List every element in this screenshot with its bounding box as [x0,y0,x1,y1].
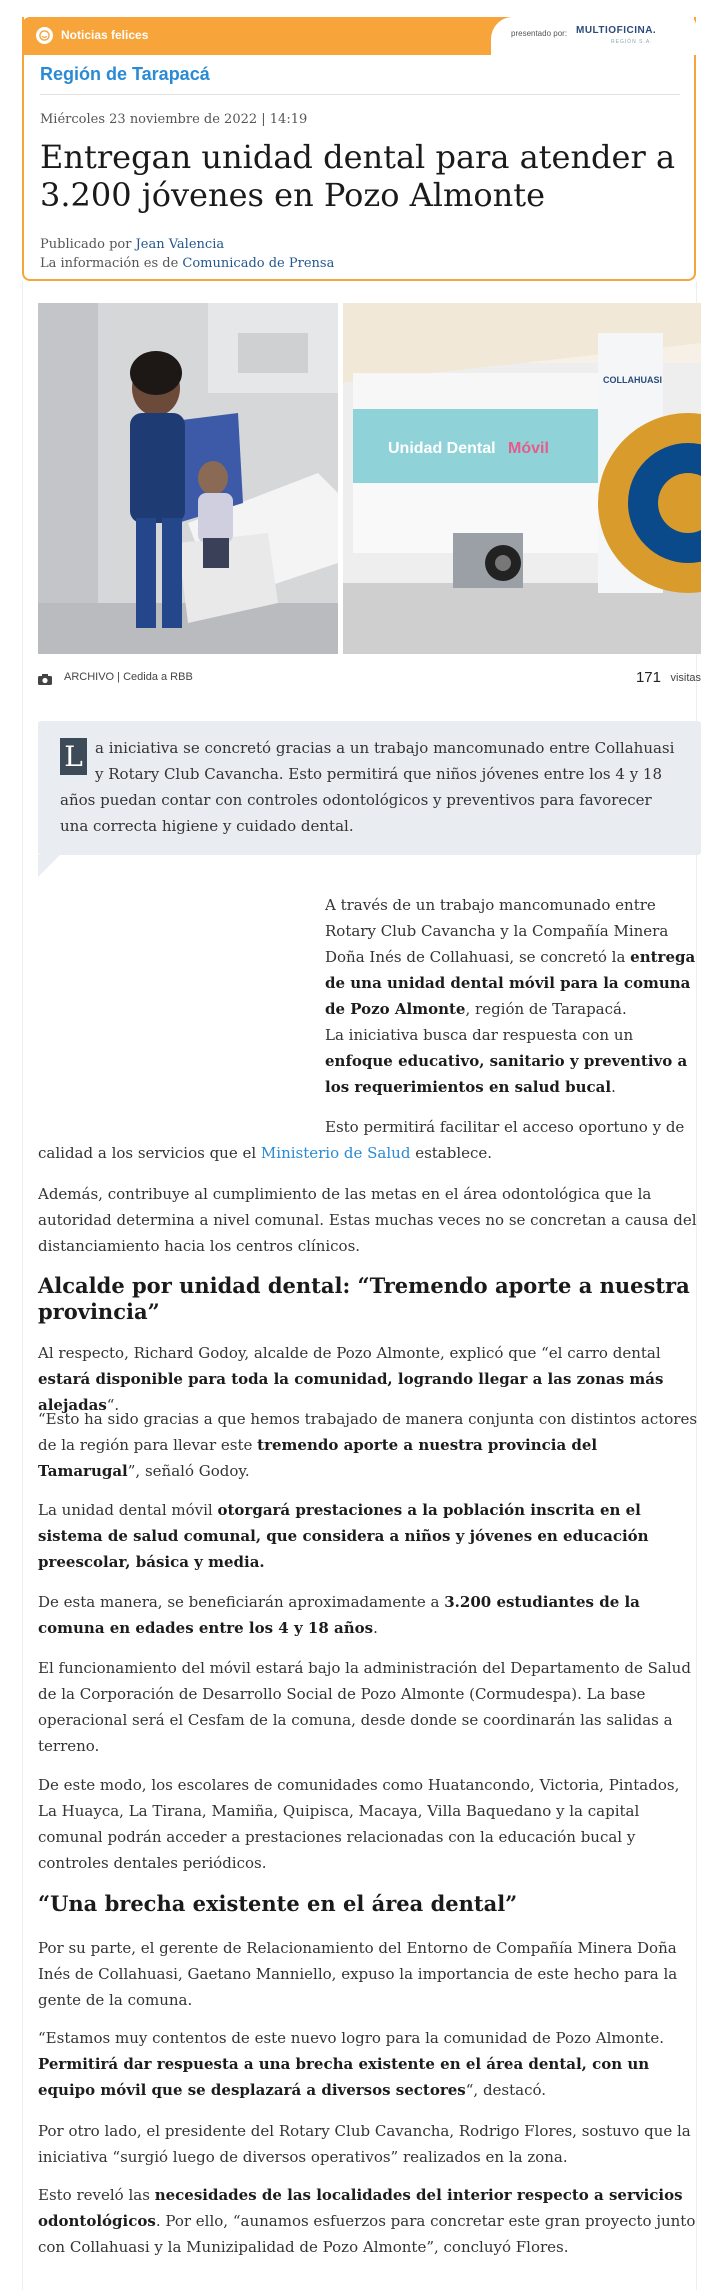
subheading-alcalde: Alcalde por unidad dental: “Tremendo aporte a nuestra provincia” [38,1273,690,1324]
views-count: 171 [635,669,661,686]
sponsor-tab [491,17,696,55]
region-link[interactable]: Región de Tarapacá [40,64,210,84]
source-link[interactable]: Comunicado de Prensa [182,256,335,271]
author-link[interactable]: Jean Valencia [135,237,225,252]
paragraph-9: El funcionamiento del móvil estará bajo la administración del Departamento de Salud de la Corporación de Desarrollo Social de Pozo Almonte (Cormudespa). La base operacional será el Cesfam de la comuna, desde donde se coordinarán las salidas a terreno. [38,1659,691,1755]
subheading-brecha: “Una brecha existente en el área dental” [38,1891,518,1916]
section-label[interactable]: Noticias felices [61,28,149,42]
smile-icon [36,27,53,44]
paragraph-3-start: Esto permitirá facilitar el acceso oportuno y de [325,1118,685,1136]
photo-caption: ARCHIVO | Cedida a RBB [64,671,193,683]
article-title: Entregan unidad dental para atender a 3.200 jóvenes en Pozo Almonte [40,138,676,214]
paragraph-4: Además, contribuye al cumplimiento de las metas en el área odontológica que la autoridad determina a nivel comunal. Estas muchas veces no se concretan a causa del distanciamiento hacia los centros clínicos. [38,1185,697,1255]
summary-tail [38,855,60,877]
paragraph-12: “Estamos muy contentos de este nuevo logro para la comunidad de Pozo Almonte. Permitirá dar respuesta a una brecha existente en el área dental, con un equipo móvil que se desplazará a diversos sectores“, destacó. [38,2029,664,2099]
sponsor-logo-sub: REGIÓN S.A. [611,39,653,45]
section-topbar [22,17,696,55]
paragraph-3-end: calidad a los servicios que el Ministerio de Salud establece. [38,1144,493,1162]
paragraph-7: La unidad dental móvil otorgará prestaciones a la población inscrita en el sistema de salud comunal, que considera a niños y jóvenes en educación preescolar, básica y media. [38,1501,649,1571]
byline [40,235,334,273]
sponsor-logo[interactable]: MULTIOFICINA. [576,25,657,36]
paragraph-13: Por otro lado, el presidente del Rotary Club Cavancha, Rodrigo Flores, sostuvo que la iniciativa “surgió luego de diversos operativos” realizados en la zona. [38,2122,691,2166]
published-by-label: Publicado por [40,237,132,252]
views-label: visitas [670,672,701,684]
paragraph-11: Por su parte, el gerente de Relacionamiento del Entorno de Compañía Minera Doña Inés de Collahuasi, Gaetano Manniello, expuso la importancia de este hecho para la gente de la comuna. [38,1939,678,2009]
paragraph-2: La iniciativa busca dar respuesta con un enfoque educativo, sanitario y preventivo a los requerimientos en salud bucal. [325,1026,688,1096]
publish-date: Miércoles 23 noviembre de 2022 | 14:19 [40,112,308,127]
left-border [22,281,23,2290]
source-label: La información es de [40,256,179,271]
camera-icon [38,672,52,690]
paragraph-5: Al respecto, Richard Godoy, alcalde de Pozo Almonte, explicó que “el carro dental estará disponible para toda la comunidad, logrando llegar a las zonas más alejadas“. [38,1344,664,1414]
paragraph-14: Esto reveló las necesidades de las localidades del interior respecto a servicios odontológicos. Por ello, “aunamos esfuerzos para concretar este gran proyecto junto con Collahuasi y la Munizipalidad de Pozo Almonte”, concluyó Flores. [38,2186,696,2256]
photo-dental-chair[interactable] [38,303,338,654]
svg-text:COLLAHUASI: COLLAHUASI [603,375,662,385]
photo-dental-trailer[interactable] [343,303,701,654]
paragraph-6: “Esto ha sido gracias a que hemos trabajado de manera conjunta con distintos actores de la región para llevar este tremendo aporte a nuestra provincia del Tamarugal”, señaló Godoy. [38,1410,698,1480]
paragraph-8: De esta manera, se beneficiarán aproximadamente a 3.200 estudiantes de la comuna en edades entre los 4 y 18 años. [38,1593,640,1637]
photo-caption-row [38,669,701,689]
summary-dropcap: L [60,738,87,775]
paragraph-1: A través de un trabajo mancomunado entre Rotary Club Cavancha y la Compañía Minera Doña Inés de Collahuasi, se concretó la entrega de una unidad dental móvil para la comuna de Pozo Almonte, región de Tarapacá. [325,896,696,1018]
svg-text:Móvil: Móvil [508,440,549,457]
ministerio-salud-link[interactable]: Ministerio de Salud [260,1144,411,1162]
header-divider [40,94,680,95]
presented-by-label: presentado por: [511,29,568,38]
svg-text:Unidad Dental: Unidad Dental [388,440,496,457]
summary-text: a iniciativa se concretó gracias a un trabajo mancomunado entre Collahuasi y Rotary Club Cavancha. Esto permitirá que niños jóvenes entre los 4 y 18 años puedan contar con controles odontológicos y preventivos para favorecer una correcta higiene y cuidado dental. [60,739,675,835]
article-summary [38,721,701,855]
paragraph-10: De este modo, los escolares de comunidades como Huatancondo, Victoria, Pintados, La Huayca, La Tirana, Mamiña, Quipisca, Macaya, Villa Baquedano y la capital comunal podrán acceder a prestaciones relacionadas con la educación bucal y controles dentales periódicos. [38,1776,680,1872]
